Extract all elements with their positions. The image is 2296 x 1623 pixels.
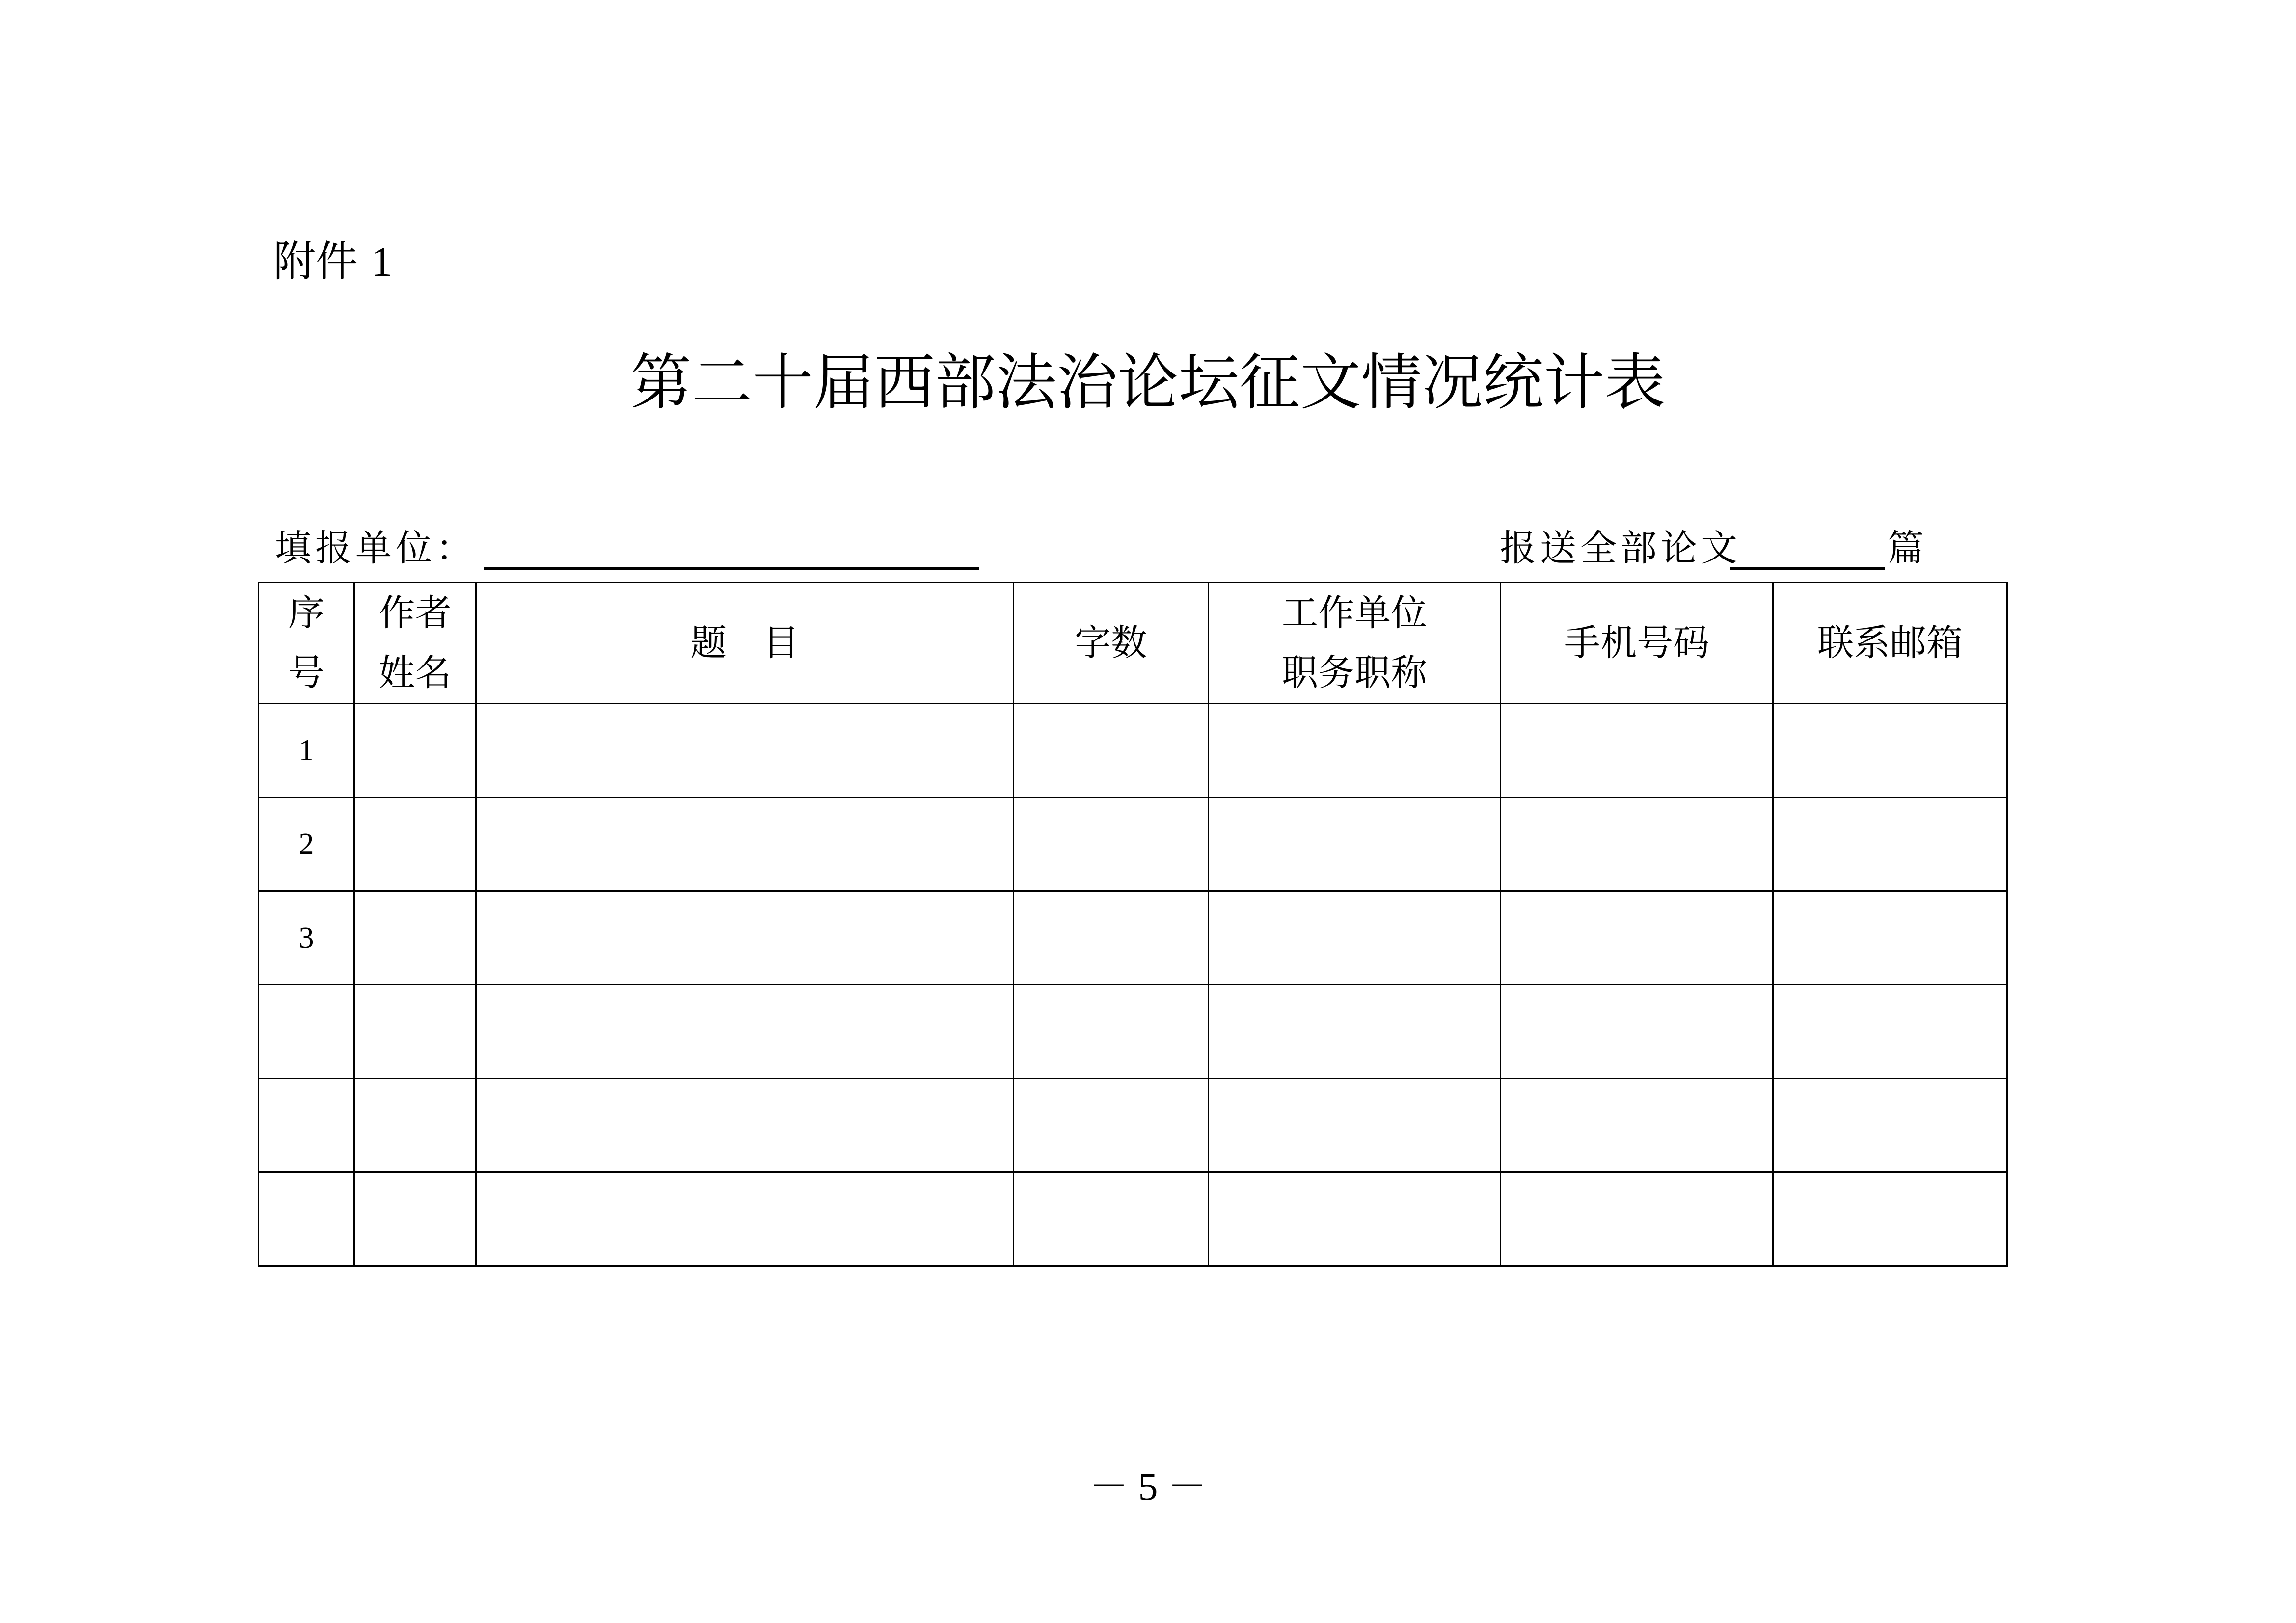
- attachment-label: [273, 237, 393, 286]
- attachment-number: 1: [371, 238, 393, 285]
- work-unit-cell: [1209, 985, 1501, 1079]
- header-title: [476, 583, 1014, 704]
- header-text: 联系邮箱: [1817, 622, 1963, 664]
- serial-cell: 2: [259, 798, 354, 891]
- word-count-cell: [1014, 891, 1209, 985]
- table-row: [259, 891, 2007, 985]
- header-text: 号: [288, 652, 324, 694]
- header-work-unit-position: [1209, 583, 1501, 704]
- table-row: [259, 798, 2007, 891]
- work-unit-cell: [1209, 1079, 1501, 1172]
- serial-cell: [259, 1079, 354, 1172]
- email-cell: [1773, 704, 2007, 798]
- word-count-cell: [1014, 985, 1209, 1079]
- work-unit-cell: [1209, 891, 1501, 985]
- serial-cell: 1: [259, 704, 354, 798]
- serial-cell: [259, 985, 354, 1079]
- papers-count-unit: 篇: [1888, 527, 1924, 569]
- table-row: [259, 704, 2007, 798]
- title-cell: [476, 891, 1014, 985]
- header-text: 工作单位: [1282, 592, 1427, 634]
- header-text: 手机号码: [1564, 622, 1709, 664]
- header-serial-no: [259, 583, 354, 704]
- email-cell: [1773, 1079, 2007, 1172]
- header-text: 作者: [378, 592, 452, 634]
- mobile-cell: [1501, 1079, 1773, 1172]
- page-title: 第二十届西部法治论坛征文情况统计表: [630, 347, 1666, 418]
- header-text: 姓名: [378, 652, 452, 694]
- header-author-name: [354, 583, 476, 704]
- work-unit-cell: [1209, 704, 1501, 798]
- author-cell: [354, 1172, 476, 1266]
- mobile-cell: [1501, 704, 1773, 798]
- title-cell: [476, 1079, 1014, 1172]
- mobile-cell: [1501, 891, 1773, 985]
- word-count-cell: [1014, 798, 1209, 891]
- email-cell: [1773, 891, 2007, 985]
- header-mobile-number: [1501, 583, 1773, 704]
- header-text: 字数: [1075, 622, 1147, 664]
- papers-count-blank: [1730, 567, 1885, 570]
- author-cell: [354, 985, 476, 1079]
- header-word-count: [1014, 583, 1209, 704]
- author-cell: [354, 1079, 476, 1172]
- author-cell: [354, 704, 476, 798]
- mobile-cell: [1501, 798, 1773, 891]
- email-cell: [1773, 798, 2007, 891]
- author-cell: [354, 798, 476, 891]
- submission-stats-table: [258, 582, 2008, 1267]
- serial-cell: 3: [259, 891, 354, 985]
- mobile-cell: [1501, 1172, 1773, 1266]
- author-cell: [354, 891, 476, 985]
- header-contact-email: [1773, 583, 2007, 704]
- attachment-text: 附件: [273, 237, 358, 286]
- title-cell: [476, 704, 1014, 798]
- word-count-cell: [1014, 704, 1209, 798]
- title-cell: [476, 985, 1014, 1079]
- work-unit-cell: [1209, 798, 1501, 891]
- header-text: 题 目: [690, 622, 799, 664]
- table-row: [259, 985, 2007, 1079]
- reporting-unit-blank: [484, 567, 979, 570]
- work-unit-cell: [1209, 1172, 1501, 1266]
- header-text: 序: [288, 592, 324, 634]
- title-cell: [476, 798, 1014, 891]
- word-count-cell: [1014, 1172, 1209, 1266]
- mobile-cell: [1501, 985, 1773, 1079]
- page-number: － 5 －: [1089, 1465, 1207, 1509]
- table-row: [259, 1172, 2007, 1266]
- table-row: [259, 1079, 2007, 1172]
- word-count-cell: [1014, 1079, 1209, 1172]
- reporting-unit-label: 填报单位：: [275, 527, 476, 569]
- papers-count-label: 报送全部论文: [1500, 527, 1741, 569]
- email-cell: [1773, 985, 2007, 1079]
- email-cell: [1773, 1172, 2007, 1266]
- header-text: 职务职称: [1282, 652, 1427, 694]
- table-header-row: [259, 583, 2007, 704]
- serial-cell: [259, 1172, 354, 1266]
- title-cell: [476, 1172, 1014, 1266]
